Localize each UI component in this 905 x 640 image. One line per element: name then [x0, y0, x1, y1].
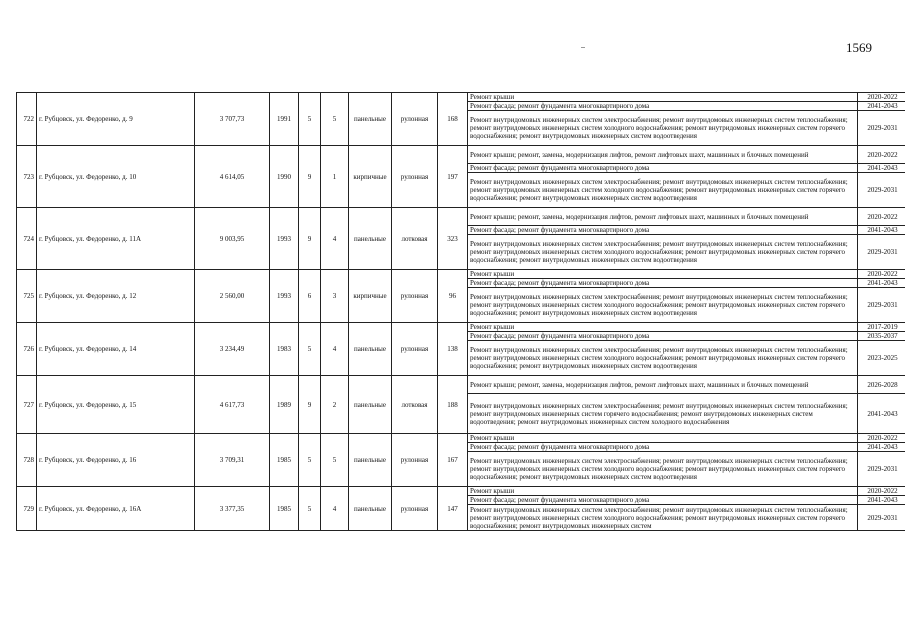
- house-roof-type: рулонная: [392, 270, 438, 323]
- house-floors: 5: [299, 93, 321, 146]
- work-period: 2029-2031: [858, 235, 905, 270]
- house-wall-material: панельные: [349, 93, 392, 146]
- work-period: 2029-2031: [858, 452, 905, 487]
- house-year: 1985: [270, 487, 299, 531]
- work-period: 2020-2022: [858, 208, 905, 226]
- house-number: 729: [17, 487, 37, 531]
- table-row: [17, 270, 905, 279]
- house-area: 3 709,31: [195, 434, 270, 487]
- scan-mark: [581, 47, 585, 48]
- work-description: Ремонт крыши; ремонт, замена, модернизация лифтов, ремонт лифтовых шахт, машинных и блочных помещений: [468, 376, 858, 394]
- table-row: [17, 146, 905, 164]
- house-area: 2 560,00: [195, 270, 270, 323]
- house-roof-type: рулонная: [392, 323, 438, 376]
- house-floors: 9: [299, 208, 321, 270]
- house-residents: 138: [438, 323, 468, 376]
- work-description: Ремонт крыши: [468, 434, 858, 443]
- work-description: Ремонт внутридомовых инженерных систем электроснабжения; ремонт внутридомовых инженерных систем теплоснабжения; ремонт внутридомовых инженерных систем холодного водоснабжения; ремонт внутридомовых инженерных систем горячего водоснабжения; ремонт внутридомовых инженерных систем водоотведения: [468, 288, 858, 323]
- work-description: Ремонт крыши: [468, 487, 858, 496]
- house-area: 9 003,95: [195, 208, 270, 270]
- house-entrances: 2: [321, 376, 349, 434]
- house-roof-type: рулонная: [392, 487, 438, 531]
- work-period: 2041-2043: [858, 164, 905, 173]
- house-entrances: 1: [321, 146, 349, 208]
- house-address: г. Рубцовск, ул. Федоренко, д. 16А: [37, 487, 195, 531]
- house-entrances: 4: [321, 323, 349, 376]
- work-period: 2020-2022: [858, 93, 905, 102]
- house-number: 728: [17, 434, 37, 487]
- work-period: 2041-2043: [858, 443, 905, 452]
- work-period: 2041-2043: [858, 226, 905, 235]
- house-wall-material: панельные: [349, 376, 392, 434]
- house-number: 724: [17, 208, 37, 270]
- house-roof-type: лотковая: [392, 376, 438, 434]
- work-description: Ремонт внутридомовых инженерных систем электроснабжения; ремонт внутридомовых инженерных систем теплоснабжения; ремонт внутридомовых инженерных систем холодного водоснабжения; ремонт внутридомовых инженерных систем горячего водоснабжения; ремонт внутридомовых инженерных систем водоотведения: [468, 452, 858, 487]
- house-year: 1989: [270, 376, 299, 434]
- house-residents: 167: [438, 434, 468, 487]
- house-area: 4 617,73: [195, 376, 270, 434]
- work-period: 2020-2022: [858, 434, 905, 443]
- house-address: г. Рубцовск, ул. Федоренко, д. 12: [37, 270, 195, 323]
- registry-body: [17, 93, 905, 531]
- work-period: 2041-2043: [858, 496, 905, 505]
- house-address: г. Рубцовск, ул. Федоренко, д. 15: [37, 376, 195, 434]
- work-description: Ремонт фасада; ремонт фундамента многоквартирного дома: [468, 226, 858, 235]
- work-period: 2029-2031: [858, 111, 905, 146]
- house-address: г. Рубцовск, ул. Федоренко, д. 10: [37, 146, 195, 208]
- house-year: 1983: [270, 323, 299, 376]
- house-wall-material: кирпичные: [349, 146, 392, 208]
- house-residents: 197: [438, 146, 468, 208]
- work-description: Ремонт внутридомовых инженерных систем электроснабжения; ремонт внутридомовых инженерных систем теплоснабжения; ремонт внутридомовых инженерных систем холодного водоснабжения; ремонт внутридомовых инженерных систем горячего водоснабжения; ремонт внутридомовых инженерных систем водоотведения: [468, 235, 858, 270]
- house-entrances: 3: [321, 270, 349, 323]
- house-floors: 9: [299, 376, 321, 434]
- house-residents: 168: [438, 93, 468, 146]
- work-description: Ремонт крыши; ремонт, замена, модернизация лифтов, ремонт лифтовых шахт, машинных и блочных помещений: [468, 208, 858, 226]
- house-entrances: 4: [321, 487, 349, 531]
- house-residents: 188: [438, 376, 468, 434]
- house-floors: 5: [299, 434, 321, 487]
- registry-table: [16, 92, 905, 531]
- work-period: 2023-2025: [858, 341, 905, 376]
- house-area: 3 707,73: [195, 93, 270, 146]
- work-description: Ремонт крыши; ремонт, замена, модернизация лифтов, ремонт лифтовых шахт, машинных и блочных помещений: [468, 146, 858, 164]
- table-row: [17, 93, 905, 102]
- work-description: Ремонт фасада; ремонт фундамента многоквартирного дома: [468, 102, 858, 111]
- house-roof-type: рулонная: [392, 434, 438, 487]
- house-floors: 5: [299, 487, 321, 531]
- house-address: г. Рубцовск, ул. Федоренко, д. 9: [37, 93, 195, 146]
- work-period: 2020-2022: [858, 270, 905, 279]
- house-wall-material: панельные: [349, 487, 392, 531]
- work-description: Ремонт фасада; ремонт фундамента многоквартирного дома: [468, 443, 858, 452]
- house-residents: 323: [438, 208, 468, 270]
- house-address: г. Рубцовск, ул. Федоренко, д. 16: [37, 434, 195, 487]
- table-row: [17, 323, 905, 332]
- house-wall-material: панельные: [349, 208, 392, 270]
- work-period: 2029-2031: [858, 173, 905, 208]
- table-row: [17, 208, 905, 226]
- house-entrances: 4: [321, 208, 349, 270]
- house-area: 4 614,05: [195, 146, 270, 208]
- house-address: г. Рубцовск, ул. Федоренко, д. 11А: [37, 208, 195, 270]
- house-area: 3 234,49: [195, 323, 270, 376]
- work-description: Ремонт внутридомовых инженерных систем электроснабжения; ремонт внутридомовых инженерных систем теплоснабжения; ремонт внутридомовых инженерных систем холодного водоснабжения; ремонт внутридомовых инженерных систем горячего водоснабжения; ремонт внутридомовых инженерных систем водоотведения: [468, 341, 858, 376]
- work-description: Ремонт фасада; ремонт фундамента многоквартирного дома: [468, 279, 858, 288]
- work-description: Ремонт фасада; ремонт фундамента многоквартирного дома: [468, 496, 858, 505]
- work-description: Ремонт внутридомовых инженерных систем электроснабжения; ремонт внутридомовых инженерных систем теплоснабжения; ремонт внутридомовых инженерных систем холодного водоснабжения; ремонт внутридомовых инженерных систем горячего водоснабжения; ремонт внутридомовых инженерных систем водоотведения: [468, 173, 858, 208]
- work-period: 2041-2043: [858, 394, 905, 434]
- house-residents: 96: [438, 270, 468, 323]
- house-wall-material: панельные: [349, 323, 392, 376]
- work-period: 2020-2022: [858, 146, 905, 164]
- work-description: Ремонт внутридомовых инженерных систем электроснабжения; ремонт внутридомовых инженерных систем теплоснабжения; ремонт внутридомовых инженерных систем холодного водоснабжения; ремонт внутридомовых инженерных систем горячего водоснабжения; ремонт внутридомовых инженерных систем: [468, 505, 858, 531]
- work-description: Ремонт крыши: [468, 93, 858, 102]
- house-wall-material: панельные: [349, 434, 392, 487]
- house-year: 1985: [270, 434, 299, 487]
- house-address: г. Рубцовск, ул. Федоренко, д. 14: [37, 323, 195, 376]
- house-number: 727: [17, 376, 37, 434]
- work-period: 2035-2037: [858, 332, 905, 341]
- table-row: [17, 487, 905, 496]
- work-description: Ремонт крыши: [468, 323, 858, 332]
- house-number: 723: [17, 146, 37, 208]
- house-residents: 147: [438, 487, 468, 531]
- work-description: Ремонт внутридомовых инженерных систем электроснабжения; ремонт внутридомовых инженерных систем теплоснабжения; ремонт внутридомовых инженерных систем холодного водоснабжения; ремонт внутридомовых инженерных систем горячего водоснабжения; ремонт внутридомовых инженерных систем водоотведения: [468, 111, 858, 146]
- table-row: [17, 434, 905, 443]
- house-number: 725: [17, 270, 37, 323]
- house-floors: 9: [299, 146, 321, 208]
- house-floors: 5: [299, 323, 321, 376]
- house-number: 722: [17, 93, 37, 146]
- house-year: 1991: [270, 93, 299, 146]
- house-roof-type: рулонная: [392, 146, 438, 208]
- house-year: 1990: [270, 146, 299, 208]
- house-roof-type: рулонная: [392, 93, 438, 146]
- work-description: Ремонт фасада; ремонт фундамента многоквартирного дома: [468, 164, 858, 173]
- house-year: 1993: [270, 270, 299, 323]
- work-period: 2041-2043: [858, 102, 905, 111]
- work-period: 2029-2031: [858, 505, 905, 531]
- house-number: 726: [17, 323, 37, 376]
- work-period: 2029-2031: [858, 288, 905, 323]
- work-period: 2026-2028: [858, 376, 905, 394]
- house-area: 3 377,35: [195, 487, 270, 531]
- house-roof-type: лотковая: [392, 208, 438, 270]
- work-description: Ремонт внутридомовых инженерных систем электроснабжения; ремонт внутридомовых инженерных систем теплоснабжения; ремонт внутридомовых инженерных систем горячего водоснабжения; ремонт внутридомовых инженерных систем водоотведения; ремонт внутридомовых инженерных систем холодного водоснабжения: [468, 394, 858, 434]
- work-description: Ремонт фасада; ремонт фундамента многоквартирного дома: [468, 332, 858, 341]
- house-entrances: 5: [321, 434, 349, 487]
- house-entrances: 5: [321, 93, 349, 146]
- work-period: 2041-2043: [858, 279, 905, 288]
- house-floors: 6: [299, 270, 321, 323]
- house-year: 1993: [270, 208, 299, 270]
- work-period: 2017-2019: [858, 323, 905, 332]
- page-number: 1569: [846, 40, 872, 55]
- table-row: [17, 376, 905, 394]
- house-wall-material: кирпичные: [349, 270, 392, 323]
- work-period: 2020-2022: [858, 487, 905, 496]
- work-description: Ремонт крыши: [468, 270, 858, 279]
